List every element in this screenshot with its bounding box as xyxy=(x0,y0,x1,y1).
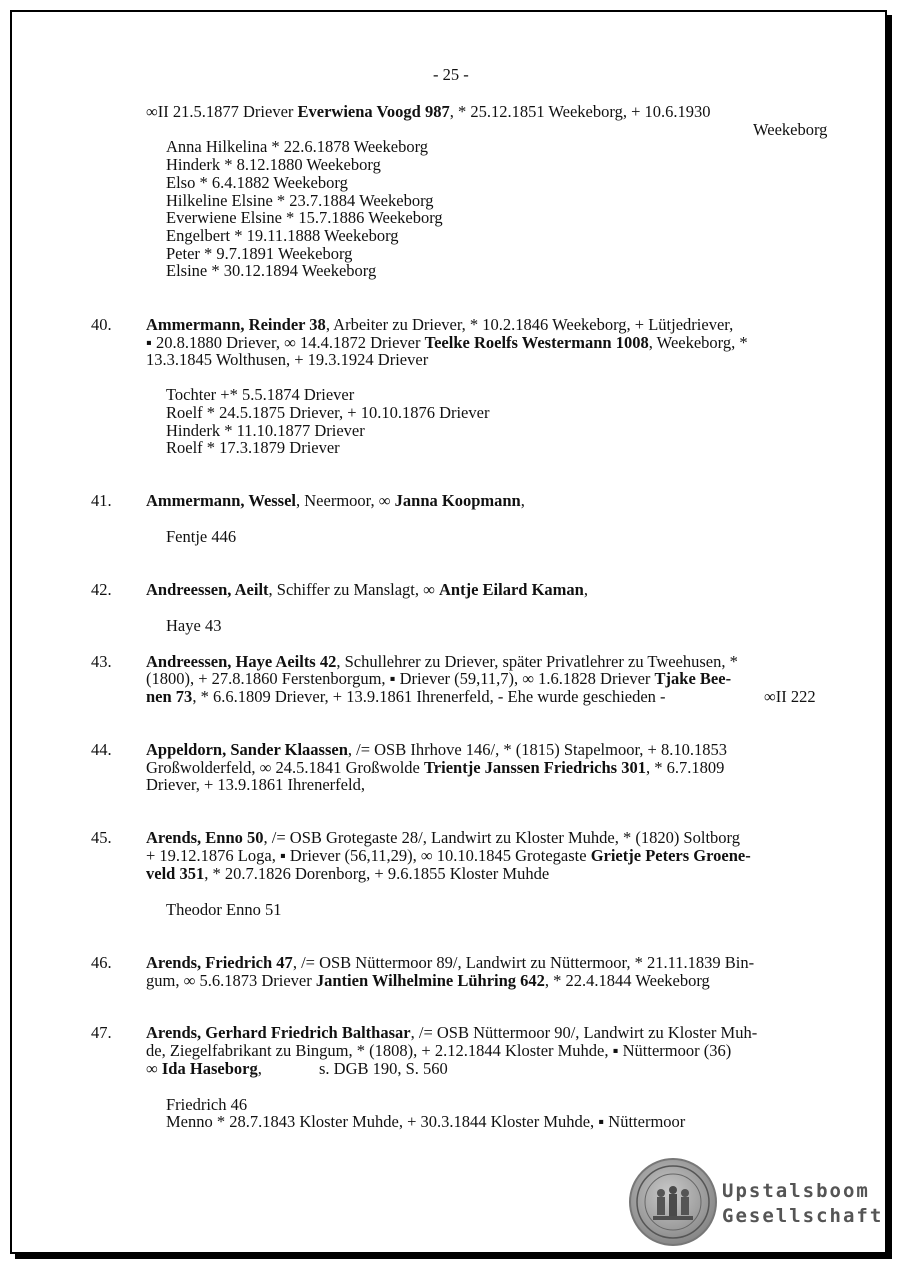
person-name: Arends, Enno 50 xyxy=(146,828,264,847)
entry-number: 41. xyxy=(91,491,112,510)
entry-line: 13.3.1845 Wolthusen, + 19.3.1924 Driever xyxy=(146,350,429,369)
text: , Schullehrer zu Driever, später Privatlehrer zu Tweehusen, * xyxy=(336,652,738,671)
text: ∞ xyxy=(146,1059,162,1078)
text: , * 6.7.1809 xyxy=(645,758,725,777)
text: , xyxy=(520,491,525,510)
text: , xyxy=(257,1059,262,1078)
entry-line xyxy=(146,847,751,865)
page-frame xyxy=(10,10,887,1254)
child-line: Fentje 446 xyxy=(166,527,237,546)
place-line: Weekeborg xyxy=(753,120,828,139)
entry-line xyxy=(146,954,754,972)
spouse-name: Antje Eilard Kaman xyxy=(439,580,584,599)
person-name: Arends, Friedrich 47 xyxy=(146,953,293,972)
text: gum, ∞ 5.6.1873 Driever xyxy=(146,971,316,990)
person-name: Appeldorn, Sander Klaassen xyxy=(146,740,348,759)
person-name: Arends, Gerhard Friedrich Balthasar xyxy=(146,1023,411,1042)
entry-line xyxy=(146,581,588,599)
entry-line xyxy=(146,492,525,510)
spouse-name: Janna Koopmann xyxy=(394,491,521,510)
child-line: Anna Hilkelina * 22.6.1878 Weekeborg xyxy=(166,137,429,156)
entry-number: 47. xyxy=(91,1023,112,1042)
entry-line: de, Ziegelfabrikant zu Bingum, * (1808), + 2.12.1844 Kloster Muhde, ▪ Nüttermoor (36) xyxy=(146,1041,732,1060)
text: , * 20.7.1826 Dorenborg, + 9.6.1855 Kloster Muhde xyxy=(204,864,550,883)
entry-line xyxy=(146,972,710,990)
seal-icon xyxy=(629,1158,717,1246)
child-line: Engelbert * 19.11.1888 Weekeborg xyxy=(166,226,399,245)
entry-line xyxy=(146,829,740,847)
person-name: Andreessen, Haye Aeilts 42 xyxy=(146,652,337,671)
text: + 19.12.1876 Loga, ▪ Driever (56,11,29), ∞ 10.10.1845 Grotegaste xyxy=(146,846,591,865)
person-name: Ammermann, Wessel xyxy=(146,491,297,510)
text: , * 6.6.1809 Driever, + 13.9.1861 Ihrenerfeld, - Ehe wurde geschieden - xyxy=(192,687,666,706)
text: , Schiffer zu Manslagt, ∞ xyxy=(268,580,439,599)
logo-line-2: Gesellschaft xyxy=(722,1205,884,1227)
text: , Weekeborg, * xyxy=(648,333,748,352)
entry-number: 44. xyxy=(91,740,112,759)
entry-line xyxy=(146,865,549,883)
child-line: Hinderk * 8.12.1880 Weekeborg xyxy=(166,155,381,174)
spouse-name: veld 351 xyxy=(146,864,205,883)
child-line: Elsine * 30.12.1894 Weekeborg xyxy=(166,261,377,280)
entry-line: Driever, + 13.9.1861 Ihrenerfeld, xyxy=(146,775,365,794)
person-name: Ammermann, Reinder 38 xyxy=(146,315,326,334)
child-line: Hinderk * 11.10.1877 Driever xyxy=(166,421,365,440)
text: Großwolderfeld, ∞ 24.5.1841 Großwolde xyxy=(146,758,425,777)
entry-line xyxy=(146,741,727,759)
spouse-name: Ida Haseborg xyxy=(161,1059,258,1078)
text: , /= OSB Nüttermoor 89/, Landwirt zu Nüttermoor, * 21.11.1839 Bin- xyxy=(292,953,755,972)
child-line: Hilkeline Elsine * 23.7.1884 Weekeborg xyxy=(166,191,434,210)
entry-number: 45. xyxy=(91,828,112,847)
entry-line xyxy=(146,1060,262,1078)
child-line: Friedrich 46 xyxy=(166,1095,248,1114)
cross-reference: ∞II 222 xyxy=(764,687,816,706)
spouse-name: Trientje Janssen Friedrichs 301 xyxy=(424,758,646,777)
spouse-name: Teelke Roelfs Westermann 1008 xyxy=(424,333,649,352)
text: , * 22.4.1844 Weekeborg xyxy=(544,971,710,990)
child-line: Roelf * 17.3.1879 Driever xyxy=(166,438,340,457)
text: ▪ 20.8.1880 Driever, ∞ 14.4.1872 Driever xyxy=(146,333,425,352)
marriage-line xyxy=(146,103,711,121)
entry-line xyxy=(146,688,666,706)
entry-line xyxy=(146,670,731,688)
entry-line xyxy=(146,1024,757,1042)
entry-number: 40. xyxy=(91,315,112,334)
child-line: Tochter +* 5.5.1874 Driever xyxy=(166,385,355,404)
text: , xyxy=(583,580,588,599)
child-line: Menno * 28.7.1843 Kloster Muhde, + 30.3.1844 Kloster Muhde, ▪ Nüttermoor xyxy=(166,1112,686,1131)
text: , Arbeiter zu Driever, * 10.2.1846 Weekeborg, + Lütjedriever, xyxy=(325,315,734,334)
spouse-name: Jantien Wilhelmine Lühring 642 xyxy=(315,971,545,990)
spouse-name: nen 73 xyxy=(146,687,193,706)
entry-number: 42. xyxy=(91,580,112,599)
person-name: Andreessen, Aeilt xyxy=(146,580,269,599)
seal-graphic xyxy=(631,1160,715,1244)
text: (1800), + 27.8.1860 Ferstenborgum, ▪ Driever (59,11,7), ∞ 1.6.1828 Driever xyxy=(146,669,655,688)
child-line: Peter * 9.7.1891 Weekeborg xyxy=(166,244,353,263)
child-line: Everwiene Elsine * 15.7.1886 Weekeborg xyxy=(166,208,443,227)
page-number: - 25 - xyxy=(433,65,469,84)
logo-line-1: Upstalsboom xyxy=(722,1180,870,1202)
child-line: Elso * 6.4.1882 Weekeborg xyxy=(166,173,348,192)
entry-number: 43. xyxy=(91,652,112,671)
child-line: Theodor Enno 51 xyxy=(166,900,282,919)
spouse-name: Tjake Bee- xyxy=(654,669,732,688)
text: , Neermoor, ∞ xyxy=(296,491,395,510)
child-line: Roelf * 24.5.1875 Driever, + 10.10.1876 Driever xyxy=(166,403,490,422)
spouse-name: Grietje Peters Groene- xyxy=(590,846,751,865)
text: ∞II 21.5.1877 Driever xyxy=(146,102,298,121)
text: , /= OSB Nüttermoor 90/, Landwirt zu Kloster Muh- xyxy=(410,1023,758,1042)
child-line: Haye 43 xyxy=(166,616,222,635)
entry-line xyxy=(146,316,733,334)
text: , /= OSB Grotegaste 28/, Landwirt zu Kloster Muhde, * (1820) Soltborg xyxy=(263,828,740,847)
source-reference: s. DGB 190, S. 560 xyxy=(319,1059,448,1078)
entry-number: 46. xyxy=(91,953,112,972)
spouse-name: Everwiena Voogd 987 xyxy=(297,102,450,121)
text: , /= OSB Ihrhove 146/, * (1815) Stapelmoor, + 8.10.1853 xyxy=(347,740,727,759)
text: , * 25.12.1851 Weekeborg, + 10.6.1930 xyxy=(449,102,711,121)
